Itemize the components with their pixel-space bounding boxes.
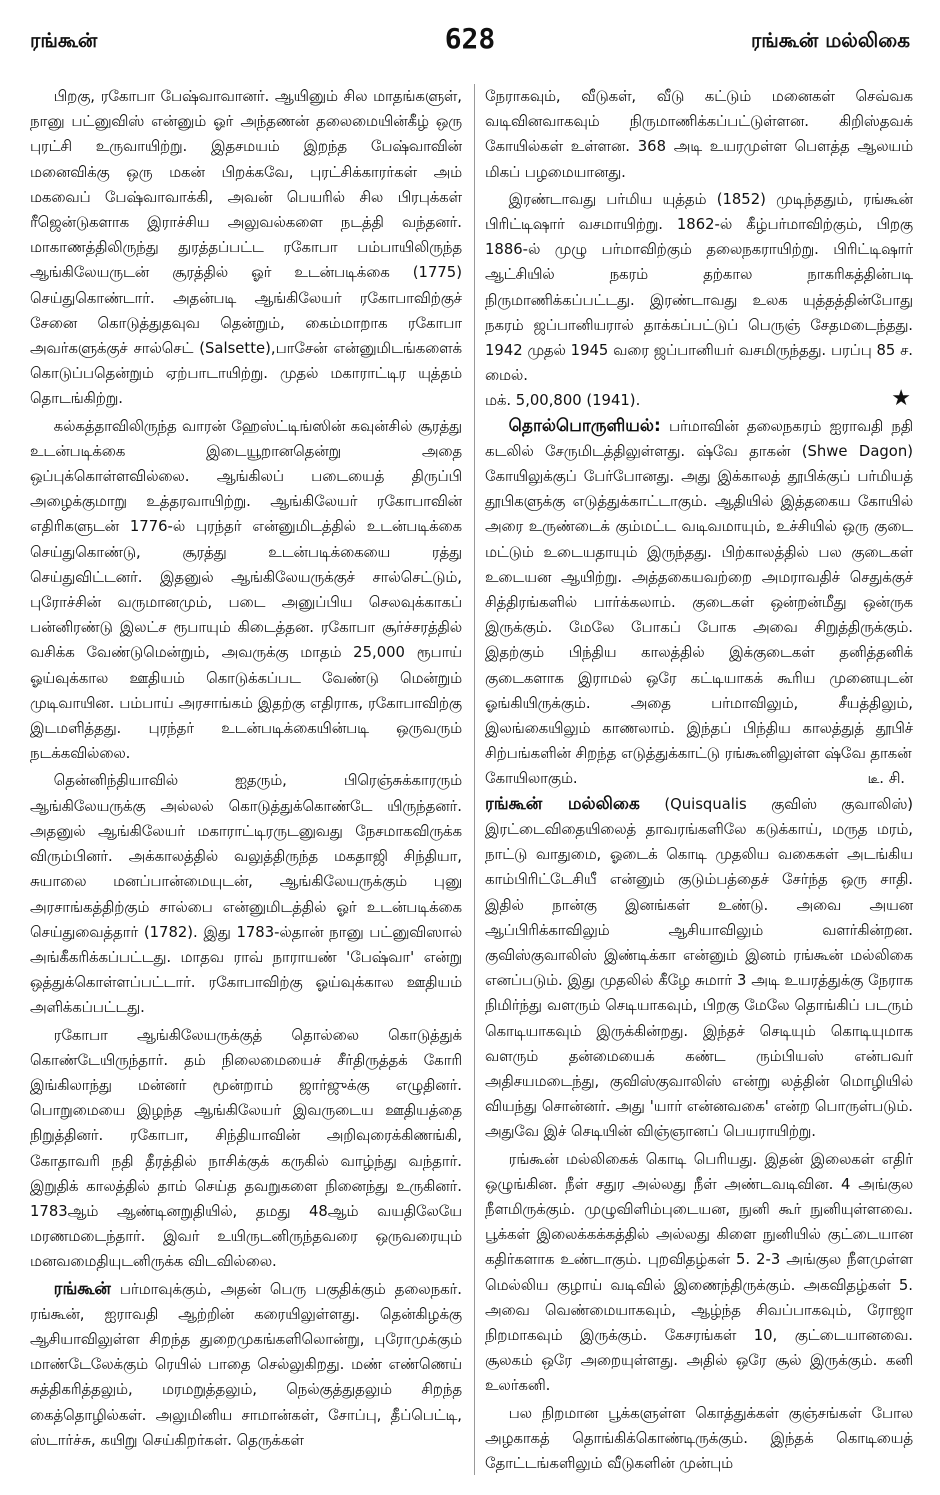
rangoon-entry-text: பர்மாவுக்கும், அதன் பெரு பகுதிக்கும் தலைநகர். ரங்கூன், ஐராவதி ஆற்றின் கரையிலுள்ளது. தென்கிழக்கு ஆசியாவிலுள்ள சிறந்த துறைமுகங்களிலொன்று, புரோமுக்கும் மாண்டேலேக்கும் ரெயில் பாதை செல்லுகிறது. மண் எண்ணெய் சுத்திகரித்தலும், மரமறுத்தலும், நெல்குத்துதலும் சிறந்த கைத்தொழில்கள். அலுமினிய சாமான்கள், சோப்பு, தீப்பெட்டி, ஸ்டார்ச்சு, கயிறு செய்கிறர்கள். தெருக்கள்: [30, 1280, 462, 1449]
archaeology-subtitle: தொல்பொருளியல்:: [508, 415, 661, 436]
column-divider: [474, 84, 475, 1475]
mallikai-leaves-paragraph: ரங்கூன் மல்லிகைக் கொடி பெரியது. இதன் இலைகள் எதிர் ஒழுங்கின. நீள் சதுர அல்லது நீள் அண்டவடிவின. 4 அங்குல நீளமிருக்கும். முழுவிளிம்புடையன, நுனி கூர் நுனியுள்ளவை. பூக்கள் இலைக்கக்கத்தில் அல்லது கிளை நுனியில் குட்டையான கதிர்களாக உண்டாகும். புறவிதழ்கள் 5. 2-3 அங்குல நீளமுள்ள மெல்லிய குழாய் வடிவில் இணைந்திருக்கும். அகவிதழ்கள் 5. அவை வெண்மையாகவும், ஆழ்ந்த சிவப்பாகவும், ரோஜா நிறமாகவும் இருக்கும். கேசரங்கள் 10, குட்டையானவை. சூலகம் ஒரே அறையுள்ளது. அதில் ஒரே சூல் இருக்கும். கனி உலர்கனி.: [485, 1150, 913, 1395]
raghoba-paragraph-3: தென்னிந்தியாவில் ஐதரும், பிரெஞ்சுக்காரரும் ஆங்கிலேயருக்கு அல்லல் கொடுத்துக்கொண்டே யிருந்தனர். அதனுல் ஆங்கிலேயர் மகாராட்டிரருடனுவது நேசமாகவிருக்க விரும்பினர். அக்காலத்தில் வலுத்திருந்த மகதாஜி சிந்தியா, சுயாலை மனப்பான்மையுடன், ஆங்கிலேயருக்கும் புனு அரசாங்கத்திற்கும் சால்பை என்னுமிடத்தில் ஓர் உடன்படிக்கை செய்துவைத்தார் (1782). இது 1783-ல்தான் நானு பட்னுவிஸால் அங்கீகரிக்கப்பட்டது. மாதவ ராவ் நாராயண் 'பேஷ்வா' என்று ஒத்துக்கொள்ளப்பட்டார். ரகோபாவிற்கு ஓய்வுக்கால ஊதியம் அளிக்கப்பட்டது.: [30, 772, 462, 1017]
population-line: [485, 388, 913, 413]
page-number: 628: [444, 22, 496, 55]
page-header: [28, 22, 912, 62]
mallikai-last-paragraph: பல நிறமான பூக்களுள்ள கொத்துக்கள் குஞ்சங்கள் போல அழகாகத் தொங்கிக்கொண்டிருக்கும். இந்தக் கொடியைத் தோட்டங்களிலும் வீடுகளின் முன்பும்: [485, 1404, 913, 1472]
rangoon-history: இரண்டாவது பர்மிய யுத்தம் (1852) முடிந்ததும், ரங்கூன் பிரிட்டிஷார் வசமாயிற்று. 1862-ல் கீழ்பர்மாவிற்கும், பிறகு 1886-ல் முழு பர்மாவிற்கும் தலைநகராயிற்று. பிரிட்டிஷார் ஆட்சியில் நகரம் தற்கால நாகரிகத்தின்படி நிருமாணிக்கப்பட்டது. இரண்டாவது உலக யுத்தத்தின்போது நகரம் ஜப்பானியரால் தாக்கப்பட்டுப் பெருஞ் சேதமடைந்தது. 1942 முதல் 1945 வரை ஜப்பானியர் வசமிருந்தது. பரப்பு 85 ச. மைல்.: [485, 190, 913, 385]
star-icon: ★: [891, 386, 911, 412]
running-head-left: ரங்கூன்: [30, 28, 98, 52]
archaeology-last-word: கோயிலாகும்.: [485, 770, 578, 788]
raghoba-paragraph-4: ரகோபா ஆங்கிலேயருக்குத் தொல்லை கொடுத்துக் கொண்டேயிருந்தார். தம் நிலைமையைச் சீர்திருத்தக் கோரி இங்கிலாந்து மன்னர் மூன்றாம் ஜார்ஜுக்கு எழுதினர். பொறுமையை இழந்த ஆங்கிலேயர் இவருடைய ஊதியத்தை நிறுத்தினர். ரகோபா, சிந்தியாவின் அறிவுரைக்கிணங்கி, கோதாவரி நதி தீரத்தில் நாசிக்குக் கருகில் வாழ்ந்து வந்தார். இறுதிக் காலத்தில் தாம் செய்த தவறுகளை நினைந்து உருகினர். 1783ஆம் ஆண்டினறுதியில், தமது 48ஆம் வயதிலேயே மரணமடைந்தார். இவர் உயிருடனிருந்தவரை ஒருவரையும் மனவமைதியுடனிருக்க விடவில்லை.: [30, 1026, 462, 1271]
right-column: [485, 84, 913, 1483]
author-signature: டீ. சி.: [867, 770, 905, 788]
archaeology-text: பர்மாவின் தலைநகரம் ஐராவதி நதி கடலில் சேருமிடத்திலுள்ளது. ஷ்வே தாகன் (Shwe Dagon) கோயிலுக்குப் பேர்போனது. அது இக்காலத் தூபிக்குப் பர்மியத் தூபிகளுக்கு எடுத்துக்காட்டாகும். ஆதியில் இத்தகைய கோயில் அரை உருண்டைக் கும்மட்ட வடிவமாயும், உச்சியில் ஒரு குடை மட்டும் உடையதாயும் இருந்தது. பிற்காலத்தில் பல குடைகள் உடையன ஆயிற்று. அத்தகையவற்றை அமராவதிச் செதுக்குச் சித்திரங்களில் பார்க்கலாம். குடைகள் ஒன்றன்மீது ஒன்ருக இருக்கும். மேலே போகப் போக அவை சிறுத்திருக்கும். இதற்கும் பிந்திய காலத்தில் இக்குடைகள் தனித்தனிக் குடைகளாக இராமல் ஒரே கட்டியாகக் கூரிய முனையுடன் ஓங்கியிருக்கும். அதை பர்மாவிலும், சீயத்திலும், இலங்கையிலும் காணலாம். இந்தப் பிந்திய காலத்துத் தூபிச் சிற்பங்களின் சிறந்த எடுத்துக்காட்டு ரங்கூனிலுள்ள ஷ்வே தாகன்: [485, 417, 913, 763]
mallikai-entry: [485, 792, 913, 1145]
mallikai-entry-title: ரங்கூன் மல்லிகை: [485, 793, 640, 814]
rangoon-entry-title: ரங்கூன்: [53, 1278, 111, 1299]
population-figure: மக். 5,00,800 (1941).: [485, 392, 641, 410]
left-column: [30, 84, 462, 1483]
running-head-right: ரங்கூன் மல்லிகை: [750, 28, 910, 52]
rangoon-entry: [30, 1277, 462, 1453]
raghoba-paragraph-1: பிறகு, ரகோபா பேஷ்வாவானர். ஆயினும் சில மாதங்களுள், நானு பட்னுவிஸ் என்னும் ஓர் அந்தணன் தலைமையின்கீழ் ஒரு புரட்சி உருவாயிற்று. இதசமயம் இறந்த பேஷ்வாவின் மனைவிக்கு ஒரு மகன் பிறக்கவே, புரட்சிக்காரர்கள் அம் மகவைப் பேஷ்வாவாக்கி, அவன் பெயரில் சில பிரபுக்கள் ரீஜென்டுகளாக இராச்சிய அலுவல்களை நடத்தி வந்தனர். மாகாணத்திலிருந்து துரத்தப்பட்ட ரகோபா பம்பாயிலிருந்த ஆங்கிலேயருடன் சூரத்தில் ஓர் உடன்படிக்கை (1775) செய்துகொண்டார். அதன்படி ஆங்கிலேயர் ரகோபாவிற்குச் சேனை கொடுத்துதவுவ தென்றும், கைம்மாறாக ரகோபா அவர்களுக்குச் சால்செட் (Salsette),பாசேன் என்னுமிடங்களைக் கொடுப்பதென்றும் ஏற்பாடாயிற்று. முதல் மகாராட்டிர யுத்தம் தொடங்கிற்று.: [30, 88, 462, 408]
archaeology-entry: [485, 414, 913, 767]
archaeology-closing: [485, 766, 913, 791]
mallikai-entry-text: (Quisqualis குவிஸ் குவாலிஸ்) இரட்டைவிதையிலைத் தாவரங்களிலே கடுக்காய், மருத மரம், நாட்டு வாதுமை, ஓடைக் கொடி முதலிய வகைகள் அடங்கிய காம்பிரிட்டேசியீ என்னும் குடும்பத்தைச் சேர்ந்த ஒரு சாதி. இதில் நான்கு இனங்கள் உண்டு. அவை அயன ஆப்பிரிக்காவிலும் ஆசியாவிலும் வளர்கின்றன. குவிஸ்குவாலிஸ் இண்டிக்கா என்னும் இனம் ரங்கூன் மல்லிகை எனப்படும். இது முதலில் கீழே சுமார் 3 அடி உயரத்துக்கு நேராக நிமிர்ந்து வளரும் செடியாகவும், பிறகு மேலே தொங்கிப் படரும் கொடியாகவும் இருக்கின்றது. இந்தச் செடியும் கொடியுமாக வளரும் தன்மையைக் கண்ட ரும்பியஸ் என்பவர் அதிசயமடைந்து, குவிஸ்குவாலிஸ் என்று லத்தின் மொழியில் வியந்து சொன்னர். அது 'யார் என்னவகை' என்ற பொருள்படும். அதுவே இச் செடியின் விஞ்ஞானப் பெயராயிற்று.: [485, 795, 913, 1141]
raghoba-paragraph-2: கல்கத்தாவிலிருந்த வாரன் ஹேஸ்ட்டிங்ஸின் கவுன்சில் சூரத்து உடன்படிக்கை இடையூறானதென்று அதை ஒப்புக்கொள்ளவில்லை. ஆங்கிலப் படையைத் திருப்பி அழைக்குமாறு உத்தரவாயிற்று. ஆங்கிலேயர் ரகோபாவின் எதிரிகளுடன் 1776-ல் புரந்தர் என்னுமிடத்தில் உடன்படிக்கை செய்துகொண்டு, சூரத்து உடன்படிக்கையை ரத்து செய்துவிட்டனர். இதனுல் ஆங்கிலேயருக்குச் சால்செட்டும், புரோச்சின் வருமானமும், படை அனுப்பிய செலவுக்காகப் பன்னிரண்டு இலட்ச ரூபாயும் கிடைத்தன. ரகோபா சூர்ச்சரத்தில் வசிக்க வேண்டுமென்றும், அவருக்கு மாதம் 25,000 ரூபாய் ஓய்வுக்கால ஊதியம் கொடுக்கப்பட வேண்டு மென்றும் முடிவாயின. பம்பாய் அரசாங்கம் இதற்கு எதிராக, ரகோபாவிற்கு இடமளித்தது. புரந்தர் உடன்படிக்கையின்படி ஒருவரும் நடக்கவில்லை.: [30, 417, 462, 763]
rangoon-continued: நேராகவும், வீடுகள், வீடு கட்டும் மனைகள் செவ்வக வடிவினவாகவும் நிருமாணிக்கப்பட்டுள்ளன. கிறிஸ்தவக் கோயில்கள் உள்ளன. 368 அடி உயரமுள்ள பௌத்த ஆலயம் மிகப் பழமையானது.: [485, 88, 913, 181]
